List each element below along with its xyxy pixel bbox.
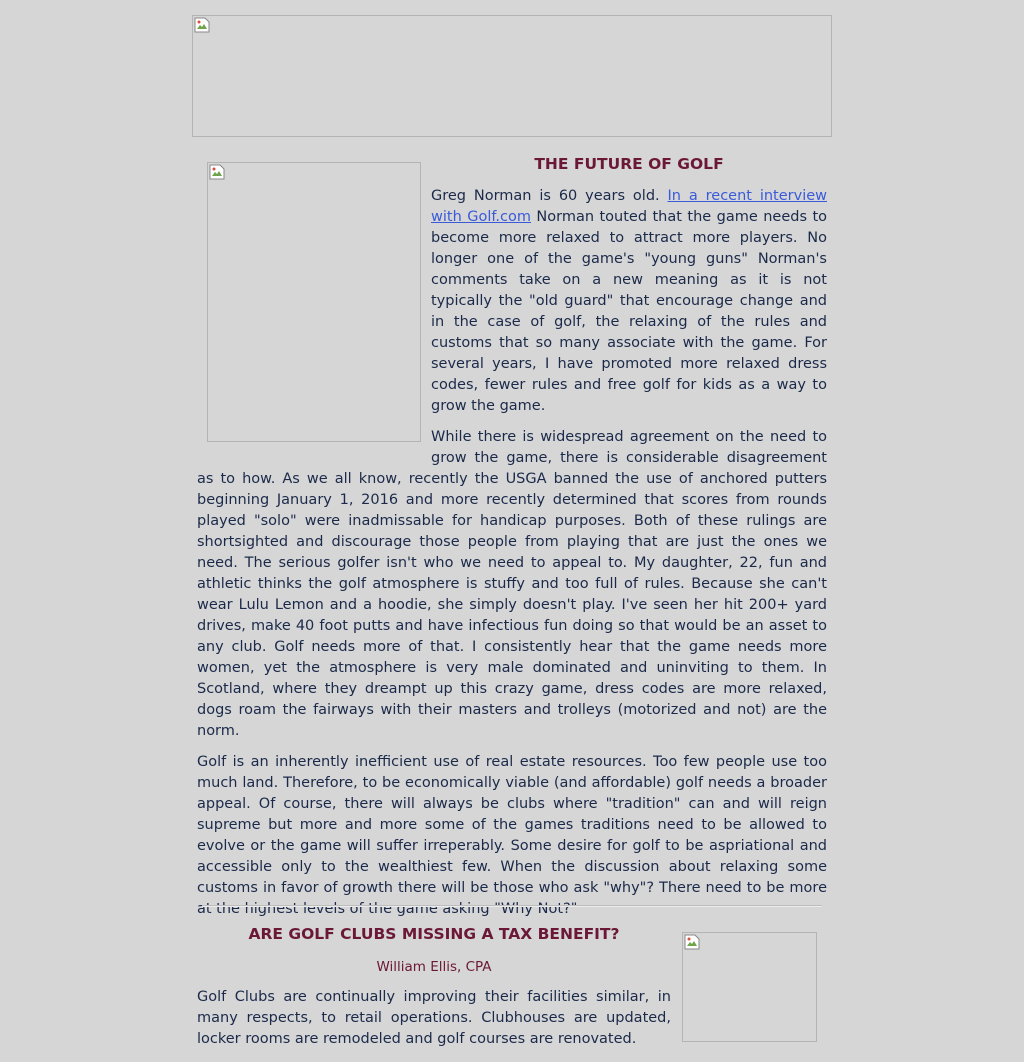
- article-title: ARE GOLF CLUBS MISSING A TAX BENEFIT?: [248, 925, 620, 943]
- golf-com-interview-link[interactable]: In a recent interview with Golf.com: [431, 188, 828, 225]
- article-paragraph: Golf is an inherently inefficient use of real estate resources. Too few people use too much land. Therefore, to be economically viable (and affordable) golf needs a broader appeal. Of course, there will always be clubs where "tradition" can and will reign supreme but more and more some of the games traditions need to be allowed to evolve or the game will suffer irreperably. Some desire for golf to be aspriational and accessible only to the wealthiest few. When the discussion about relaxing some customs in favor of growth there will be those who ask "why"? There need to be more at the highest levels of the game asking "Why Not?": [197, 754, 827, 917]
- article-future-of-golf: [197, 152, 827, 930]
- banner-image: [192, 15, 832, 137]
- broken-image-icon: [194, 17, 210, 33]
- article-paragraph: Golf Clubs are continually improving their facilities similar, in many respects, to retail operations. Clubhouses are updated, locker rooms are remodeled and golf courses are renovated.: [197, 989, 671, 1047]
- article-title: THE FUTURE OF GOLF: [534, 155, 724, 173]
- article-paragraph: Greg Norman is 60 years old. In a recent interview with Golf.com Norman touted that the game needs to become more relaxed to attract more players. No longer one of the game's "young guns" Norman's comments take on a new meaning as it is not typically the "old guard" that encourage change and in the case of golf, the relaxing of the rules and customs that so many associate with the game. For several years, I have promoted more relaxed dress codes, fewer rules and free golf for kids as a way to grow the game.: [431, 188, 828, 414]
- article-golf-clubs-tax-benefit: [197, 922, 827, 1062]
- article-paragraph: While there is widespread agreement on the need to grow the game, there is considerable disagreement as to how. As we all know, recently the USGA banned the use of anchored putters beginning January 1, 2016 and more recently determined that scores from rounds played "solo" were inadmissable for handicap purposes. Both of these rulings are shortsighted and discourage those people from playing that are just the ones we need. The serious golfer isn't who we need to appeal to. My daughter, 22, fun and athletic thinks the golf atmosphere is stuffy and too full of rules. Because she can't wear Lulu Lemon and a hoodie, she simply doesn't play. I've seen her hit 200+ yard drives, make 40 foot putts and have infectious fun doing so that would be an asset to any club. Golf needs more of that. I consistently hear that the game needs more women, yet the atmosphere is very male dominated and uninviting to them. In Scotland, where they dreampt up this crazy game, dress codes are more relaxed, dogs roam the fairways with their masters and trolleys (motorized and not) are the norm.: [197, 429, 827, 739]
- article-byline: William Ellis, CPA: [376, 959, 492, 975]
- section-divider: [202, 905, 822, 907]
